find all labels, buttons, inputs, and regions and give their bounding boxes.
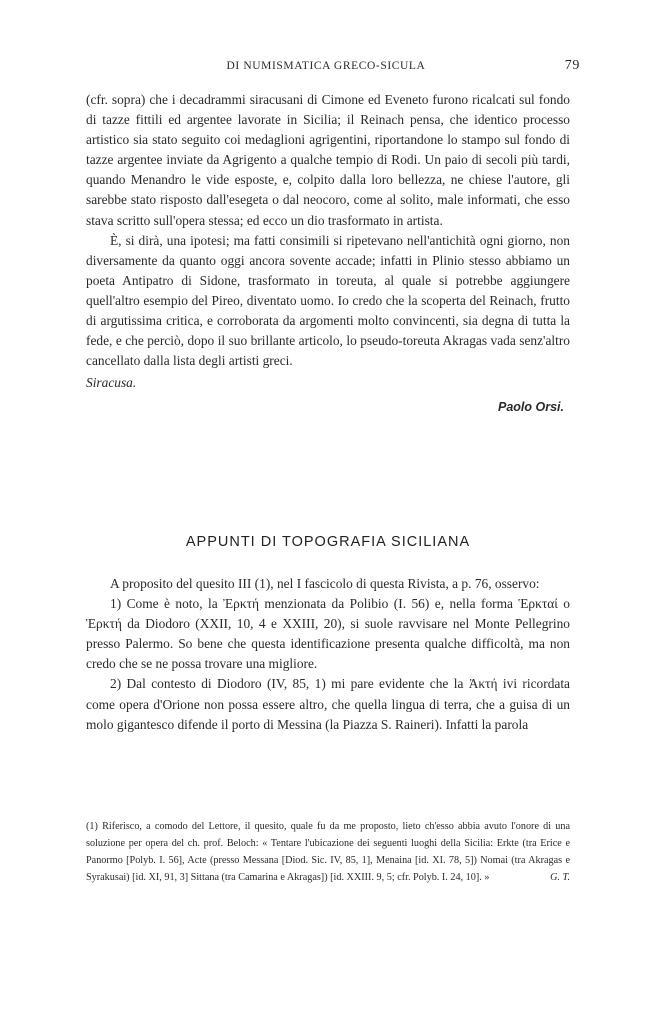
paragraph: A proposito del quesito III (1), nel I fascicolo di questa Rivista, a p. 76, osservo: [110,576,540,591]
footnote [86,818,570,886]
footnote-text: (1) Riferisco, a comodo del Lettore, il quesito, quale fu da me proposto, lieto ch'esso abbia avuto l'onore di una soluzione per opera del ch. prof. Beloch: « Tentare l'ubicazione dei seguenti luoghi della Sicilia: Erkte (tra Erice e Panormo [Polyb. I. 56], Acte (presso Messana [Diod. Sic. IV, 85, 1], Menaina [id. XI. 78, 5]) Nomai (tra Akragas e Syrakusai) [id. XI, 91, 3] Sittana (tra Camarina e Akragas]) [id. XXIII. 9, 5; cfr. Polyb. I. 24, 10]. » [86,821,570,883]
place-line: Siracusa. [86,375,137,391]
page-number: 79 [564,58,580,73]
running-header [72,60,580,80]
article-body [86,574,570,735]
paragraph: È, si dirà, una ipotesi; ma fatti consimili si ripetevano nell'antichità ogni giorno, non diversamente da quanto oggi ancora sovente accade; infatti in Plinio stesso abbiamo un poeta Antipatro di Sidone, trasformato in toreuta, al quale si potrebbe aggiungere quell'altro esempio del Pireo, diventato uomo. Io credo che la scoperta del Reinach, frutto di argutissima critica, e corroborata da argomenti molto convincenti, sia degna di tutta la fede, e che perciò, dopo il suo brillante articolo, lo pseudo-toreuta Akragas vada senz'altro cancellato dalla lista degli artisti greci. [86,232,570,369]
footnote-signature: G. T. [550,872,570,883]
running-title: DI NUMISMATICA GRECO-SICULA [226,60,426,72]
paragraph: (cfr. sopra) che i decadrammi siracusani di Cimone ed Eveneto furono ricalcati sul fondo di tazze fittili ed argentee lavorate in Sicilia; il Reinach pensa, che identico processo artistico sia stato seguito coi medaglioni agrigentini, riportandone lo stampo sul fondo di tazze argentee inviate da Agrigento a qualche tempio di Rodi. Un paio di secoli più tardi, quando Menandro le vide esposte, e, colpito dalla loro bellezza, ne chiese l'autore, gli sarebbe stato risposto dall'esegeta o dal neocoro, come al solito, male informati, che esso stava scritto sull'opera stessa; ed ecco un dio trasformato in artista. [86,92,570,228]
paragraph: 1) Come è noto, la Ἐρκτή menzionata da Polibio (I. 56) e, nella forma Ἑρκταί o Ἑρκτή da Diodoro (XXII, 10, 4 e XXIII, 20), si suole ravvisare nel Monte Pellegrino presso Palermo. So bene che questa identificazione presenta qualche difficoltà, ma non credo che se ne possa trovare una migliore. [86,596,570,672]
section-title: APPUNTI DI TOPOGRAFIA SICILIANA [185,534,471,550]
paragraph: 2) Dal contesto di Diodoro (IV, 85, 1) mi pare evidente che la Ἀκτή ivi ricordata come opera d'Orione non possa essere altro, che quella lingua di terra, che a guisa di un molo gigantesco difende il porto di Messina (la Piazza S. Raineri). Infatti la parola [86,676,570,732]
author-signature: Paolo Orsi. [498,400,564,415]
article-body-continued [86,90,570,418]
